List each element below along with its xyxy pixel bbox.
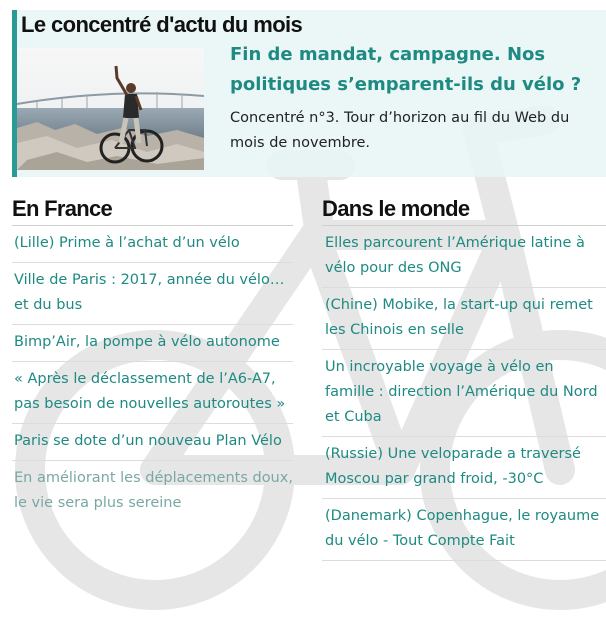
france-news-link[interactable]: « Après le déclassement de l’A6-A7, pas besoin de nouvelles autoroutes » [12, 362, 293, 424]
france-news-link[interactable]: En améliorant les déplacements doux, le vie sera plus sereine [14, 470, 293, 511]
cyclist-photo-image [17, 48, 204, 170]
france-news-link[interactable]: (Lille) Prime à l’achat d’un vélo [12, 226, 293, 263]
france-heading: En France [12, 192, 293, 226]
featured-section-heading: Le concentré d'actu du mois [21, 12, 303, 37]
world-heading: Dans le monde [322, 192, 606, 226]
france-news-column [12, 192, 293, 522]
france-news-link[interactable]: Ville de Paris : 2017, année du vélo… et du bus [12, 263, 293, 325]
france-news-link[interactable]: Bimp’Air, la pompe à vélo autonome [12, 325, 293, 362]
france-news-link[interactable]: Paris se dote d’un nouveau Plan Vélo [12, 424, 293, 461]
world-news-link[interactable]: (Danemark) Copenhague, le royaume du vélo - Tout Compte Fait [322, 499, 606, 561]
world-news-link[interactable]: (Chine) Mobike, la start-up qui remet les Chinois en selle [322, 288, 606, 350]
featured-article-description: Concentré n°3. Tour d’horizon au fil du Web du mois de novembre. [230, 110, 570, 151]
featured-article-title[interactable]: Fin de mandat, campagne. Nos politiques s’emparent-ils du vélo ? [230, 44, 582, 95]
france-news-list [12, 226, 293, 522]
world-news-link[interactable]: Elles parcourent l’Amérique latine à vélo pour des ONG [322, 226, 606, 288]
featured-article[interactable] [12, 10, 606, 177]
world-news-link[interactable]: (Russie) Une veloparade a traversé Moscou par grand froid, -30°C [322, 437, 606, 499]
world-news-list [322, 226, 606, 561]
world-news-link[interactable]: Un incroyable voyage à vélo en famille : direction l’Amérique du Nord et Cuba [322, 350, 606, 437]
featured-photo[interactable] [17, 48, 204, 170]
world-news-column [322, 192, 606, 561]
